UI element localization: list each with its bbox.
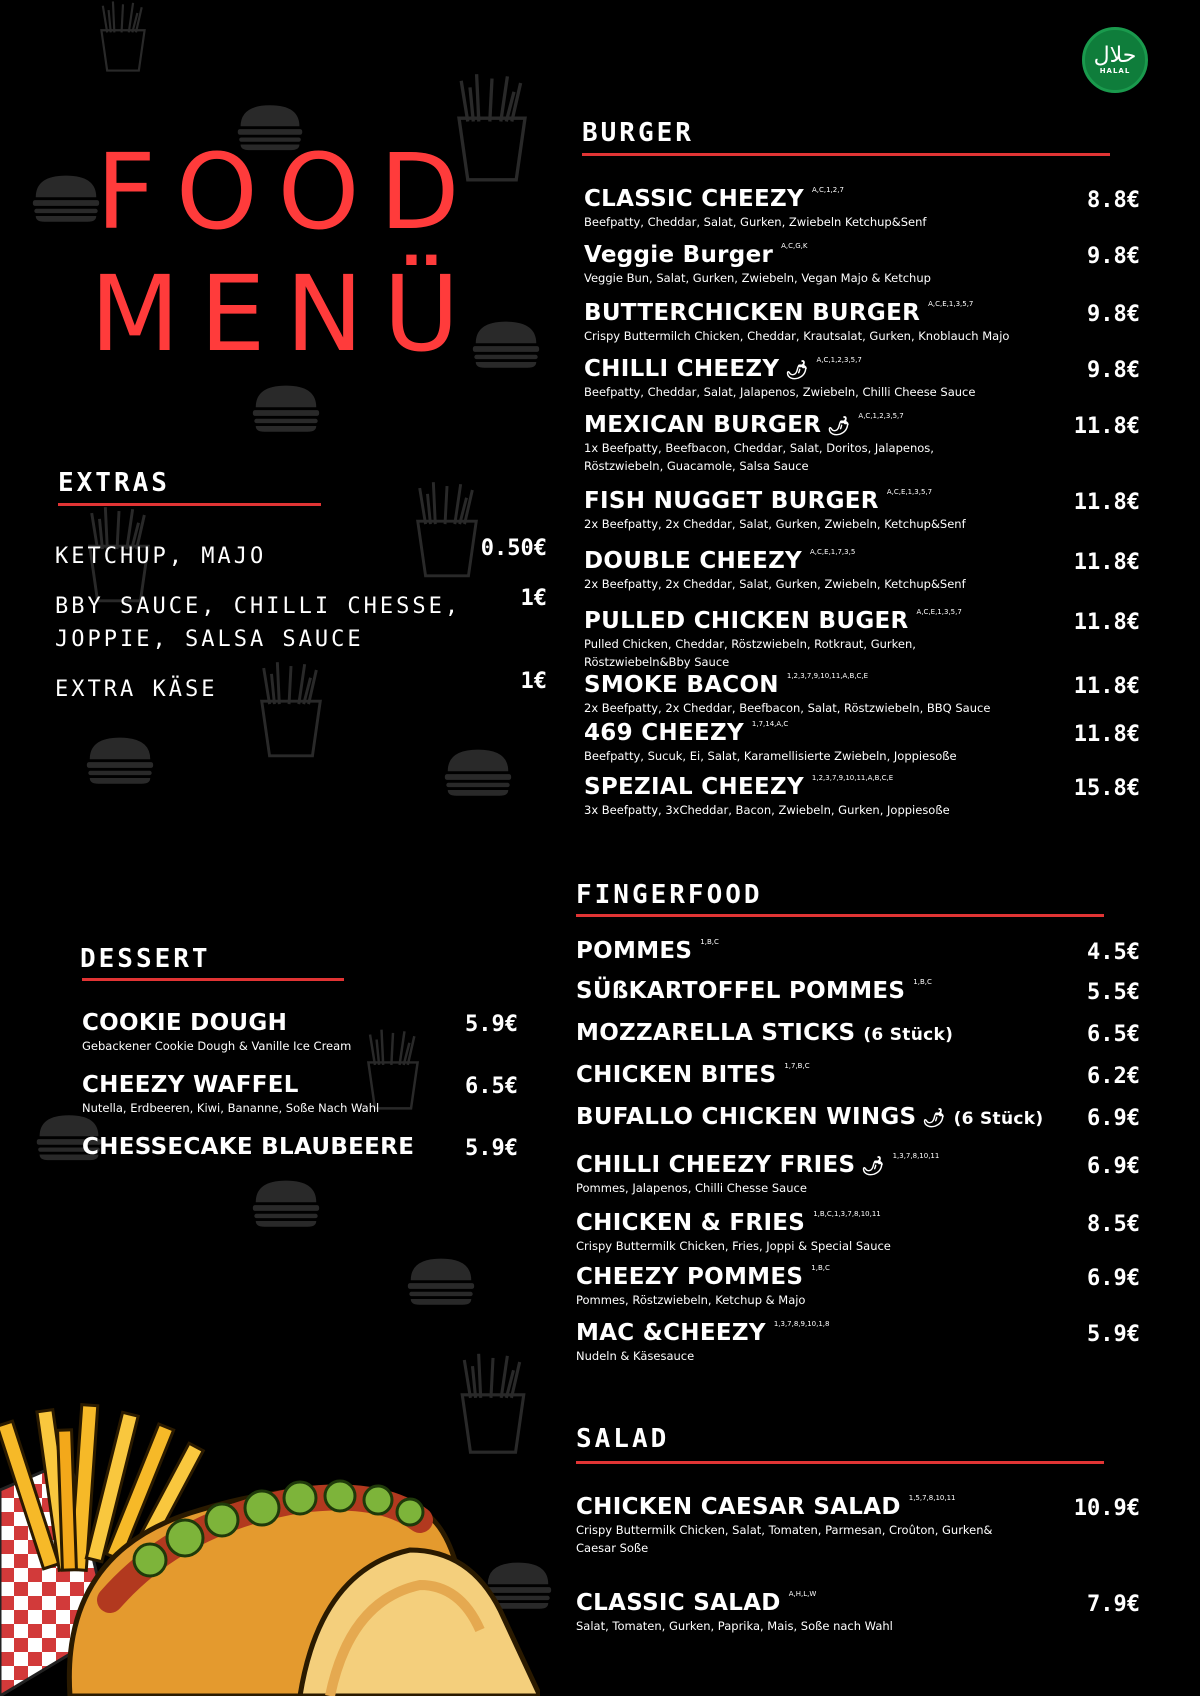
extras-item [55,673,217,706]
item-price: 6.9€ [1087,1266,1140,1291]
fingerfood-item [576,938,719,964]
item-name: CHICKEN CAESAR SALAD [576,1494,901,1520]
item-description: Beefpatty, Sucuk, Ei, Salat, Karamellisierte Zwiebeln, Joppiesoße [584,749,957,764]
item-price: 5.9€ [1087,1322,1140,1347]
item-price: 9.8€ [1087,244,1140,269]
allergen-codes: A,C,G,K [781,242,808,250]
allergen-codes: A,C,E,1,3,5,7 [886,488,933,496]
item-name: CHEEZY POMMES [576,1264,804,1290]
burger-divider [582,153,1110,156]
burger-icon [250,1176,322,1230]
item-name: CLASSIC CHEEZY [584,186,804,212]
item-price: 8.8€ [1087,188,1140,213]
item-price: 11.8€ [1073,550,1140,575]
item-name: DOUBLE CHEEZY [584,548,803,574]
salad-heading: SALAD [576,1424,670,1454]
item-name: SÜßKARTOFFEL POMMES [576,978,906,1004]
allergen-codes: 1,B,C [700,938,719,946]
item-name: CHILLI CHEEZY FRIES [576,1152,856,1178]
fingerfood-item-name [576,1210,891,1236]
fries-icon [252,660,330,758]
burger-item [584,300,1009,344]
fingerfood-item-name [576,1152,939,1178]
burger-icon [442,746,514,798]
item-name: CHEEZY WAFFEL [82,1072,299,1098]
burger-item-name [584,720,957,746]
item-name: Veggie Burger [584,242,774,268]
dessert-item [82,1010,351,1054]
halal-arabic: حلال [1093,43,1137,68]
item-description: 2x Beefpatty, 2x Cheddar, Salat, Gurken, Zwiebeln, Ketchup&Senf [584,577,966,592]
allergen-codes: 1,5,7,8,10,11 [908,1494,956,1502]
allergen-codes: 1,2,3,7,9,10,11,A,B,C,E [811,774,894,782]
item-description: 2x Beefpatty, 2x Cheddar, Beefbacon, Salat, Röstzwiebeln, BBQ Sauce [584,701,991,716]
burger-item-name [584,356,975,382]
item-price: 5.5€ [1087,980,1140,1005]
item-description: Veggie Bun, Salat, Gurken, Zwiebeln, Vegan Majo & Ketchup [584,271,931,286]
item-description: Salat, Tomaten, Gurken, Paprika, Mais, Soße nach Wahl [576,1619,893,1634]
burger-item-name [584,488,966,514]
item-price: 10.9€ [1073,1496,1140,1521]
dessert-item-name [82,1010,351,1036]
item-description: Crispy Buttermilch Chicken, Cheddar, Krautsalat, Gurken, Knoblauch Majo [584,329,1010,344]
item-name: 469 CHEEZY [584,720,744,746]
extras-item-name: JOPPIE, SALSA SAUCE [55,627,364,652]
fingerfood-item [576,1320,830,1364]
fingerfood-item-name [576,1020,953,1046]
item-name: CHICKEN BITES [576,1062,777,1088]
item-price: 9.8€ [1087,358,1140,383]
item-description: Caesar Soße [576,1541,649,1556]
item-name: CHESSECAKE BLAUBEERE [82,1134,415,1160]
extras-item-name: EXTRA KÄSE [55,677,218,702]
salad-item [576,1590,893,1634]
item-price: 9.8€ [1087,302,1140,327]
allergen-codes: A,H,L,W [788,1590,817,1598]
item-name: CHICKEN & FRIES [576,1210,806,1236]
item-description: 2x Beefpatty, 2x Cheddar, Salat, Gurken, Zwiebeln, Ketchup&Senf [584,517,966,532]
item-description: 1x Beefpatty, Beefbacon, Cheddar, Salat, Doritos, Jalapenos, [584,441,934,456]
item-description: Beefpatty, Cheddar, Salat, Gurken, Zwiebeln Ketchup&Senf [584,215,927,230]
burger-item [584,774,950,818]
item-name: MAC &CHEEZY [576,1320,766,1346]
fries-icon [408,480,486,578]
item-price: 7.9€ [1087,1592,1140,1617]
allergen-codes: 1,7,B,C [784,1062,810,1070]
item-name: MEXICAN BURGER [584,412,822,438]
salad-item-name [576,1494,993,1520]
burger-item [584,412,934,474]
dessert-item-name [82,1072,379,1098]
item-name: MOZZARELLA STICKS [576,1020,856,1046]
fingerfood-item-name [576,1264,830,1290]
allergen-codes: A,C,1,2,7 [811,186,844,194]
item-name: POMMES [576,938,693,964]
burger-item-name [584,774,950,800]
dessert-item [82,1072,379,1116]
burger-item-name [584,300,1009,326]
item-price: 11.8€ [1073,414,1140,439]
item-price: 6.9€ [1087,1154,1140,1179]
fingerfood-item [576,1210,891,1254]
allergen-codes: A,C,E,1,3,5,7 [916,608,962,616]
item-name: BUTTERCHICKEN BURGER [584,300,921,326]
salad-item [576,1494,993,1556]
extras-item-name: BBY SAUCE, CHILLI CHESSE, [55,594,462,619]
fingerfood-heading: FINGERFOOD [576,880,763,910]
item-price: 6.5€ [1087,1022,1140,1047]
allergen-codes: 1,3,7,8,9,10,1,8 [773,1320,830,1328]
item-description: Crispy Buttermilk Chicken, Salat, Tomaten, Parmesan, Croûton, Gurken& [576,1523,993,1538]
fingerfood-item [576,1152,939,1196]
item-price: 6.2€ [1087,1064,1140,1089]
burger-icon [30,172,102,224]
burger-item-name [584,548,966,574]
burger-heading: BURGER [582,118,694,148]
extras-item [55,590,461,656]
halal-latin: HALAL [1099,67,1131,75]
burger-item-name [584,186,926,212]
portion-size: (6 Stück) [953,1109,1044,1129]
item-description: Röstzwiebeln, Guacamole, Salsa Sauce [584,459,809,474]
allergen-codes: 1,2,3,7,9,10,11,A,B,C,E [786,672,869,680]
page-title-line2: MENÜ [90,253,480,375]
item-name: BUFALLO CHICKEN WINGS [576,1104,917,1130]
item-name: CHILLI CHEEZY [584,356,780,382]
item-name: SPEZIAL CHEEZY [584,774,804,800]
allergen-codes: A,C,E,1,3,5,7 [928,300,974,308]
chili-icon: 🌶 [922,1108,946,1129]
item-price: 5.9€ [465,1012,518,1037]
fingerfood-item-name [576,1104,1043,1130]
burger-icon [470,318,542,370]
item-name: SMOKE BACON [584,672,779,698]
burger-item-name [584,412,934,438]
item-description: Beefpatty, Cheddar, Salat, Jalapenos, Zwiebeln, Chilli Cheese Sauce [584,385,976,400]
dessert-item [82,1134,414,1160]
burger-item-name [584,608,962,634]
allergen-codes: 1,7,14,A,C [751,720,789,728]
item-name: COOKIE DOUGH [82,1010,288,1036]
burger-item [584,488,966,532]
extras-divider [58,503,321,506]
burger-item [584,186,926,230]
fingerfood-item [576,1104,1043,1130]
item-name: CLASSIC SALAD [576,1590,781,1616]
burger-icon [84,734,156,786]
fingerfood-item [576,1062,810,1088]
extras-item [55,540,266,573]
fingerfood-item [576,1264,830,1308]
item-description: Röstzwiebeln&Bby Sauce [584,655,730,670]
item-description: Pommes, Jalapenos, Chilli Chesse Sauce [576,1181,807,1196]
burger-item [584,242,931,286]
allergen-codes: 1,3,7,8,10,11 [892,1152,940,1160]
fingerfood-item-name [576,978,932,1004]
item-description: Pommes, Röstzwiebeln, Ketchup & Majo [576,1293,806,1308]
burger-item-name [584,242,931,268]
allergen-codes: 1,B,C [811,1264,830,1272]
item-description: Crispy Buttermilk Chicken, Fries, Joppi & Special Sauce [576,1239,891,1254]
extras-heading: EXTRAS [58,468,170,498]
salad-divider [576,1461,1104,1464]
extras-item-name: KETCHUP, MAJO [55,544,267,569]
item-name: FISH NUGGET BURGER [584,488,879,514]
burger-item [584,608,962,670]
extras-item-price: 1€ [520,586,547,611]
item-price: 11.8€ [1073,674,1140,699]
allergen-codes: 1,B,C [913,978,932,986]
allergen-codes: A,C,E,1,7,3,5 [810,548,856,556]
item-description: Nutella, Erdbeeren, Kiwi, Bananne, Soße Nach Wahl [82,1101,380,1116]
dessert-item-name [82,1134,414,1160]
item-description: Gebackener Cookie Dough & Vanille Ice Cream [82,1039,352,1054]
item-price: 5.9€ [465,1136,518,1161]
item-price: 11.8€ [1073,490,1140,515]
fries-icon [88,0,158,72]
chili-icon: 🌶 [785,360,809,381]
allergen-codes: A,C,1,2,3,5,7 [858,412,904,420]
dessert-heading: DESSERT [80,944,211,974]
fingerfood-item-name [576,938,719,964]
salad-item-name [576,1590,893,1616]
burger-icon [250,382,322,434]
item-price: 11.8€ [1073,610,1140,635]
burger-item [584,720,957,764]
dessert-divider [82,978,344,981]
item-name: PULLED CHICKEN BUGER [584,608,909,634]
item-price: 8.5€ [1087,1212,1140,1237]
extras-item-price: 1€ [520,669,547,694]
item-description: 3x Beefpatty, 3xCheddar, Bacon, Zwiebeln, Gurken, Joppiesoße [584,803,950,818]
burger-item [584,356,975,400]
burger-item [584,672,990,716]
allergen-codes: 1,B,C,1,3,7,8,10,11 [813,1210,881,1218]
item-price: 6.9€ [1087,1106,1140,1131]
fingerfood-item-name [576,1320,830,1346]
chili-icon: 🌶 [861,1156,885,1177]
burger-item [584,548,966,592]
hotdog-fries-illustration [0,1400,540,1696]
fingerfood-item [576,978,932,1004]
item-description: Nudeln & Käsesauce [576,1349,695,1364]
page-title-line1: FOOD [96,131,480,253]
halal-badge [1082,27,1148,93]
fingerfood-item [576,1020,953,1046]
item-price: 6.5€ [465,1074,518,1099]
portion-size: (6 Stück) [863,1025,954,1045]
fingerfood-item-name [576,1062,810,1088]
extras-item-price: 0.50€ [480,536,547,561]
burger-item-name [584,672,990,698]
chili-icon: 🌶 [827,416,851,437]
burger-icon [405,1254,477,1308]
item-price: 15.8€ [1073,776,1140,801]
item-price: 4.5€ [1087,940,1140,965]
allergen-codes: A,C,1,2,3,5,7 [816,356,862,364]
item-price: 11.8€ [1073,722,1140,747]
item-description: Pulled Chicken, Cheddar, Röstzwiebeln, Rotkraut, Gurken, [584,637,916,652]
fingerfood-divider [576,914,1104,917]
